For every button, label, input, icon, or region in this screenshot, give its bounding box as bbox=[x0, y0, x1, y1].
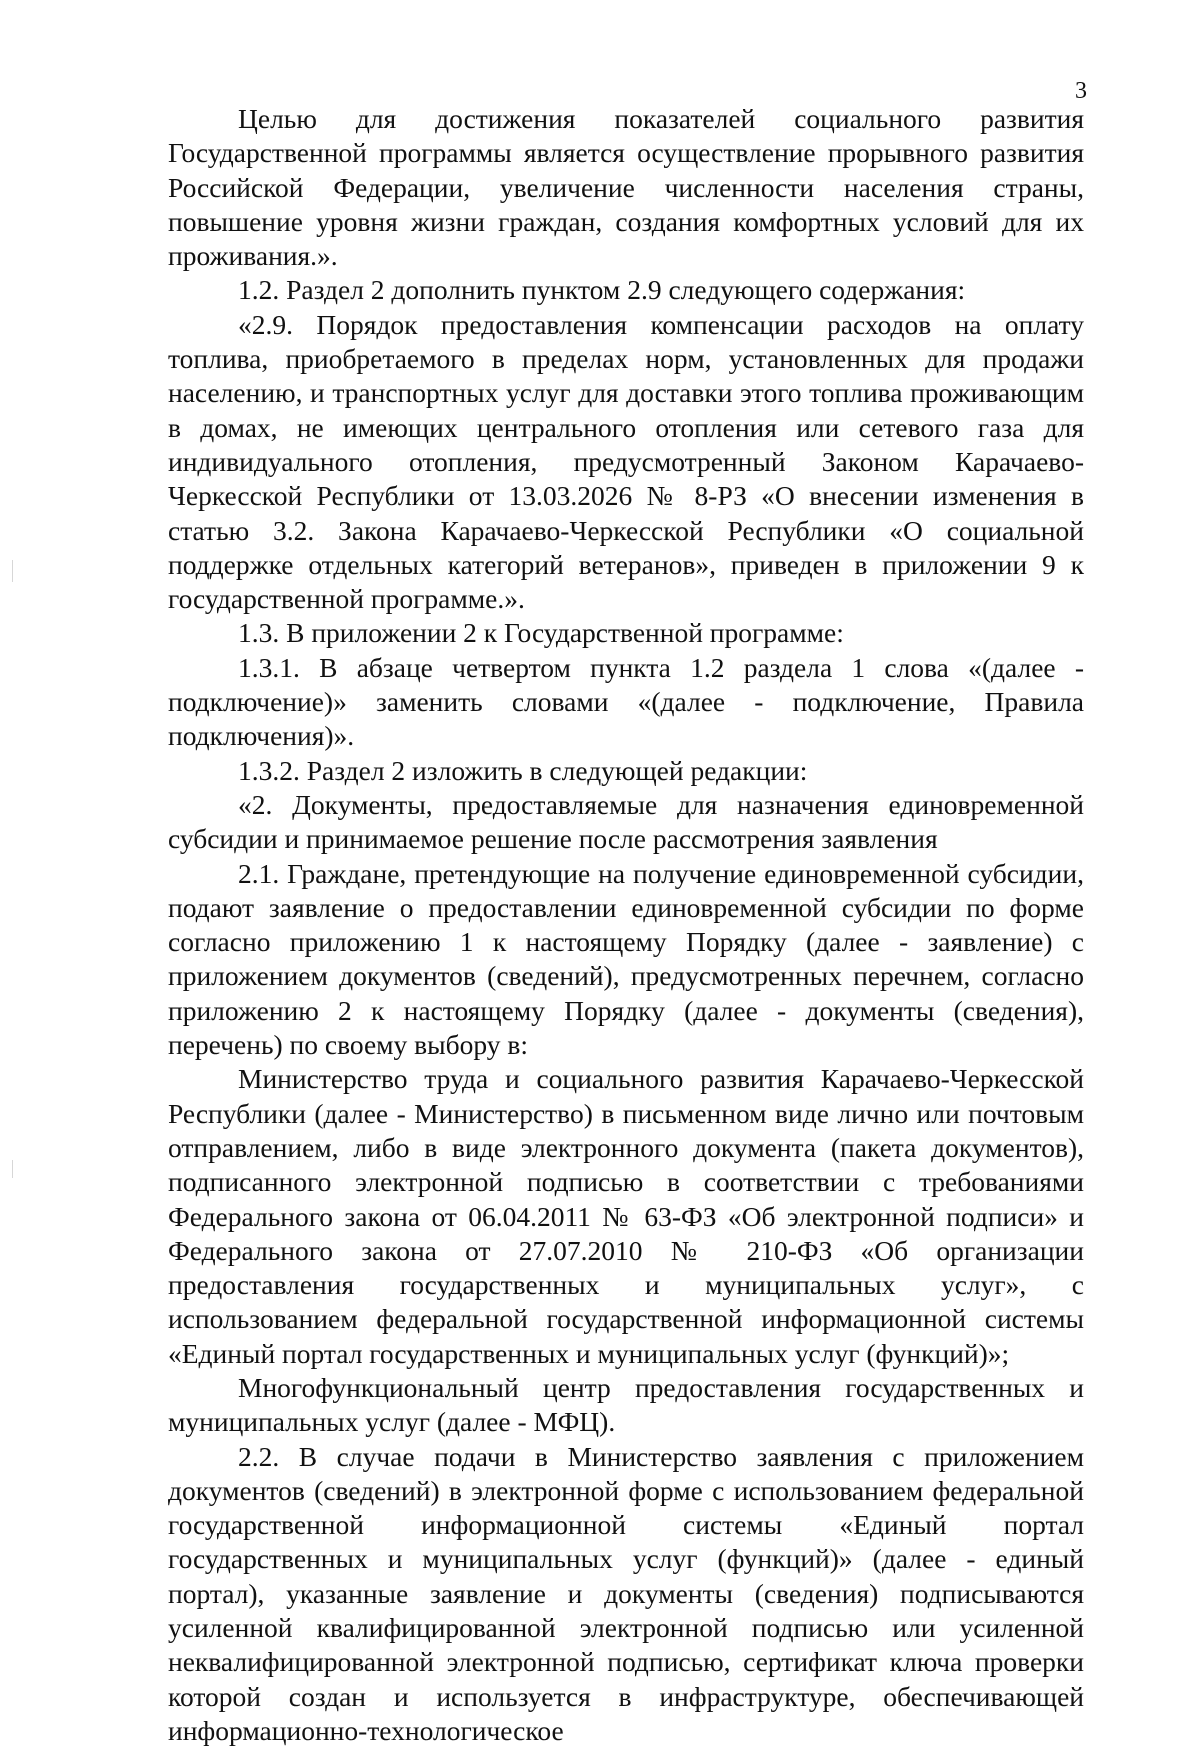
scan-artifact-mark bbox=[12, 1160, 13, 1178]
paragraph: 1.3.2. Раздел 2 изложить в следующей редакции: bbox=[238, 754, 808, 786]
paragraph: 1.3. В приложении 2 к Государственной программе: bbox=[238, 617, 844, 649]
paragraph: Многофункциональный центр предоставления государственных и муниципальных услуг (далее - МФЦ). bbox=[168, 1371, 1084, 1438]
paragraph: Министерство труда и социального развития Карачаево-Черкесской Республики (далее - Министерство) в письменном виде лично или почтовым отправлением, либо в виде электронного документа (пакета документов), подписанного электронной подписью в соответствии с требованиями Федерального закона от 06.04.2011 № 63-ФЗ «Об электронной подписи» и Федерального закона от 27.07.2010 № 210-ФЗ «Об организации предоставления государственных и муниципальных услуг», с использованием федеральной государственной информационной системы «Единый портал государственных и муниципальных услуг (функций)»; bbox=[168, 1063, 1084, 1369]
paragraph: 1.3.1. В абзаце четвертом пункта 1.2 раздела 1 слова «(далее - подключение)» заменить словами «(далее - подключение, Правила подключения)». bbox=[168, 651, 1084, 752]
paragraph: «2.9. Порядок предоставления компенсации расходов на оплату топлива, приобретаемого в пределах норм, установленных для продажи населению, и транспортных услуг для доставки этого топлива проживающим в домах, не имеющих центрального отопления или сетевого газа для индивидуального отопления, предусмотренный Законом Карачаево-Черкесской Республики от 13.03.2026 № 8-РЗ «О внесении изменения в статью 3.2. Закона Карачаево-Черкесской Республики «О социальной поддержке отдельных категорий ветеранов», приведен в приложении 9 к государственной программе.». bbox=[168, 308, 1084, 615]
paragraph: 2.2. В случае подачи в Министерство заявления с приложением документов (сведений) в электронной форме с использованием федеральной государственной информационной системы «Единый портал государственных и муниципальных услуг (функций)» (далее - единый портал), указанные заявление и документы (сведения) подписываются усиленной квалифицированной электронной подписью или усиленной неквалифицированной электронной подписью, сертификат ключа проверки которой создан и используется в инфраструктуре, обеспечивающей информационно-технологическое bbox=[168, 1440, 1084, 1746]
paragraph: Целью для достижения показателей социального развития Государственной программы является осуществление прорывного развития Российской Федерации, увеличение численности населения страны, повышение уровня жизни граждан, создания комфортных условий для их проживания.». bbox=[168, 103, 1084, 272]
paragraph: 1.2. Раздел 2 дополнить пунктом 2.9 следующего содержания: bbox=[238, 274, 966, 306]
page-number: 3 bbox=[1075, 78, 1087, 104]
scan-artifact-mark bbox=[12, 560, 13, 582]
document-body bbox=[168, 102, 1084, 1748]
paragraph: 2.1. Граждане, претендующие на получение единовременной субсидии, подают заявление о предоставлении единовременной субсидии по форме согласно приложению 1 к настоящему Порядку (далее - заявление) с приложением документов (сведений), предусмотренных перечнем, согласно приложению 2 к настоящему Порядку (далее - документы (сведения), перечень) по своему выбору в: bbox=[168, 857, 1084, 1061]
paragraph: «2. Документы, предоставляемые для назначения единовременной субсидии и принимаемое решение после рассмотрения заявления bbox=[168, 788, 1084, 855]
